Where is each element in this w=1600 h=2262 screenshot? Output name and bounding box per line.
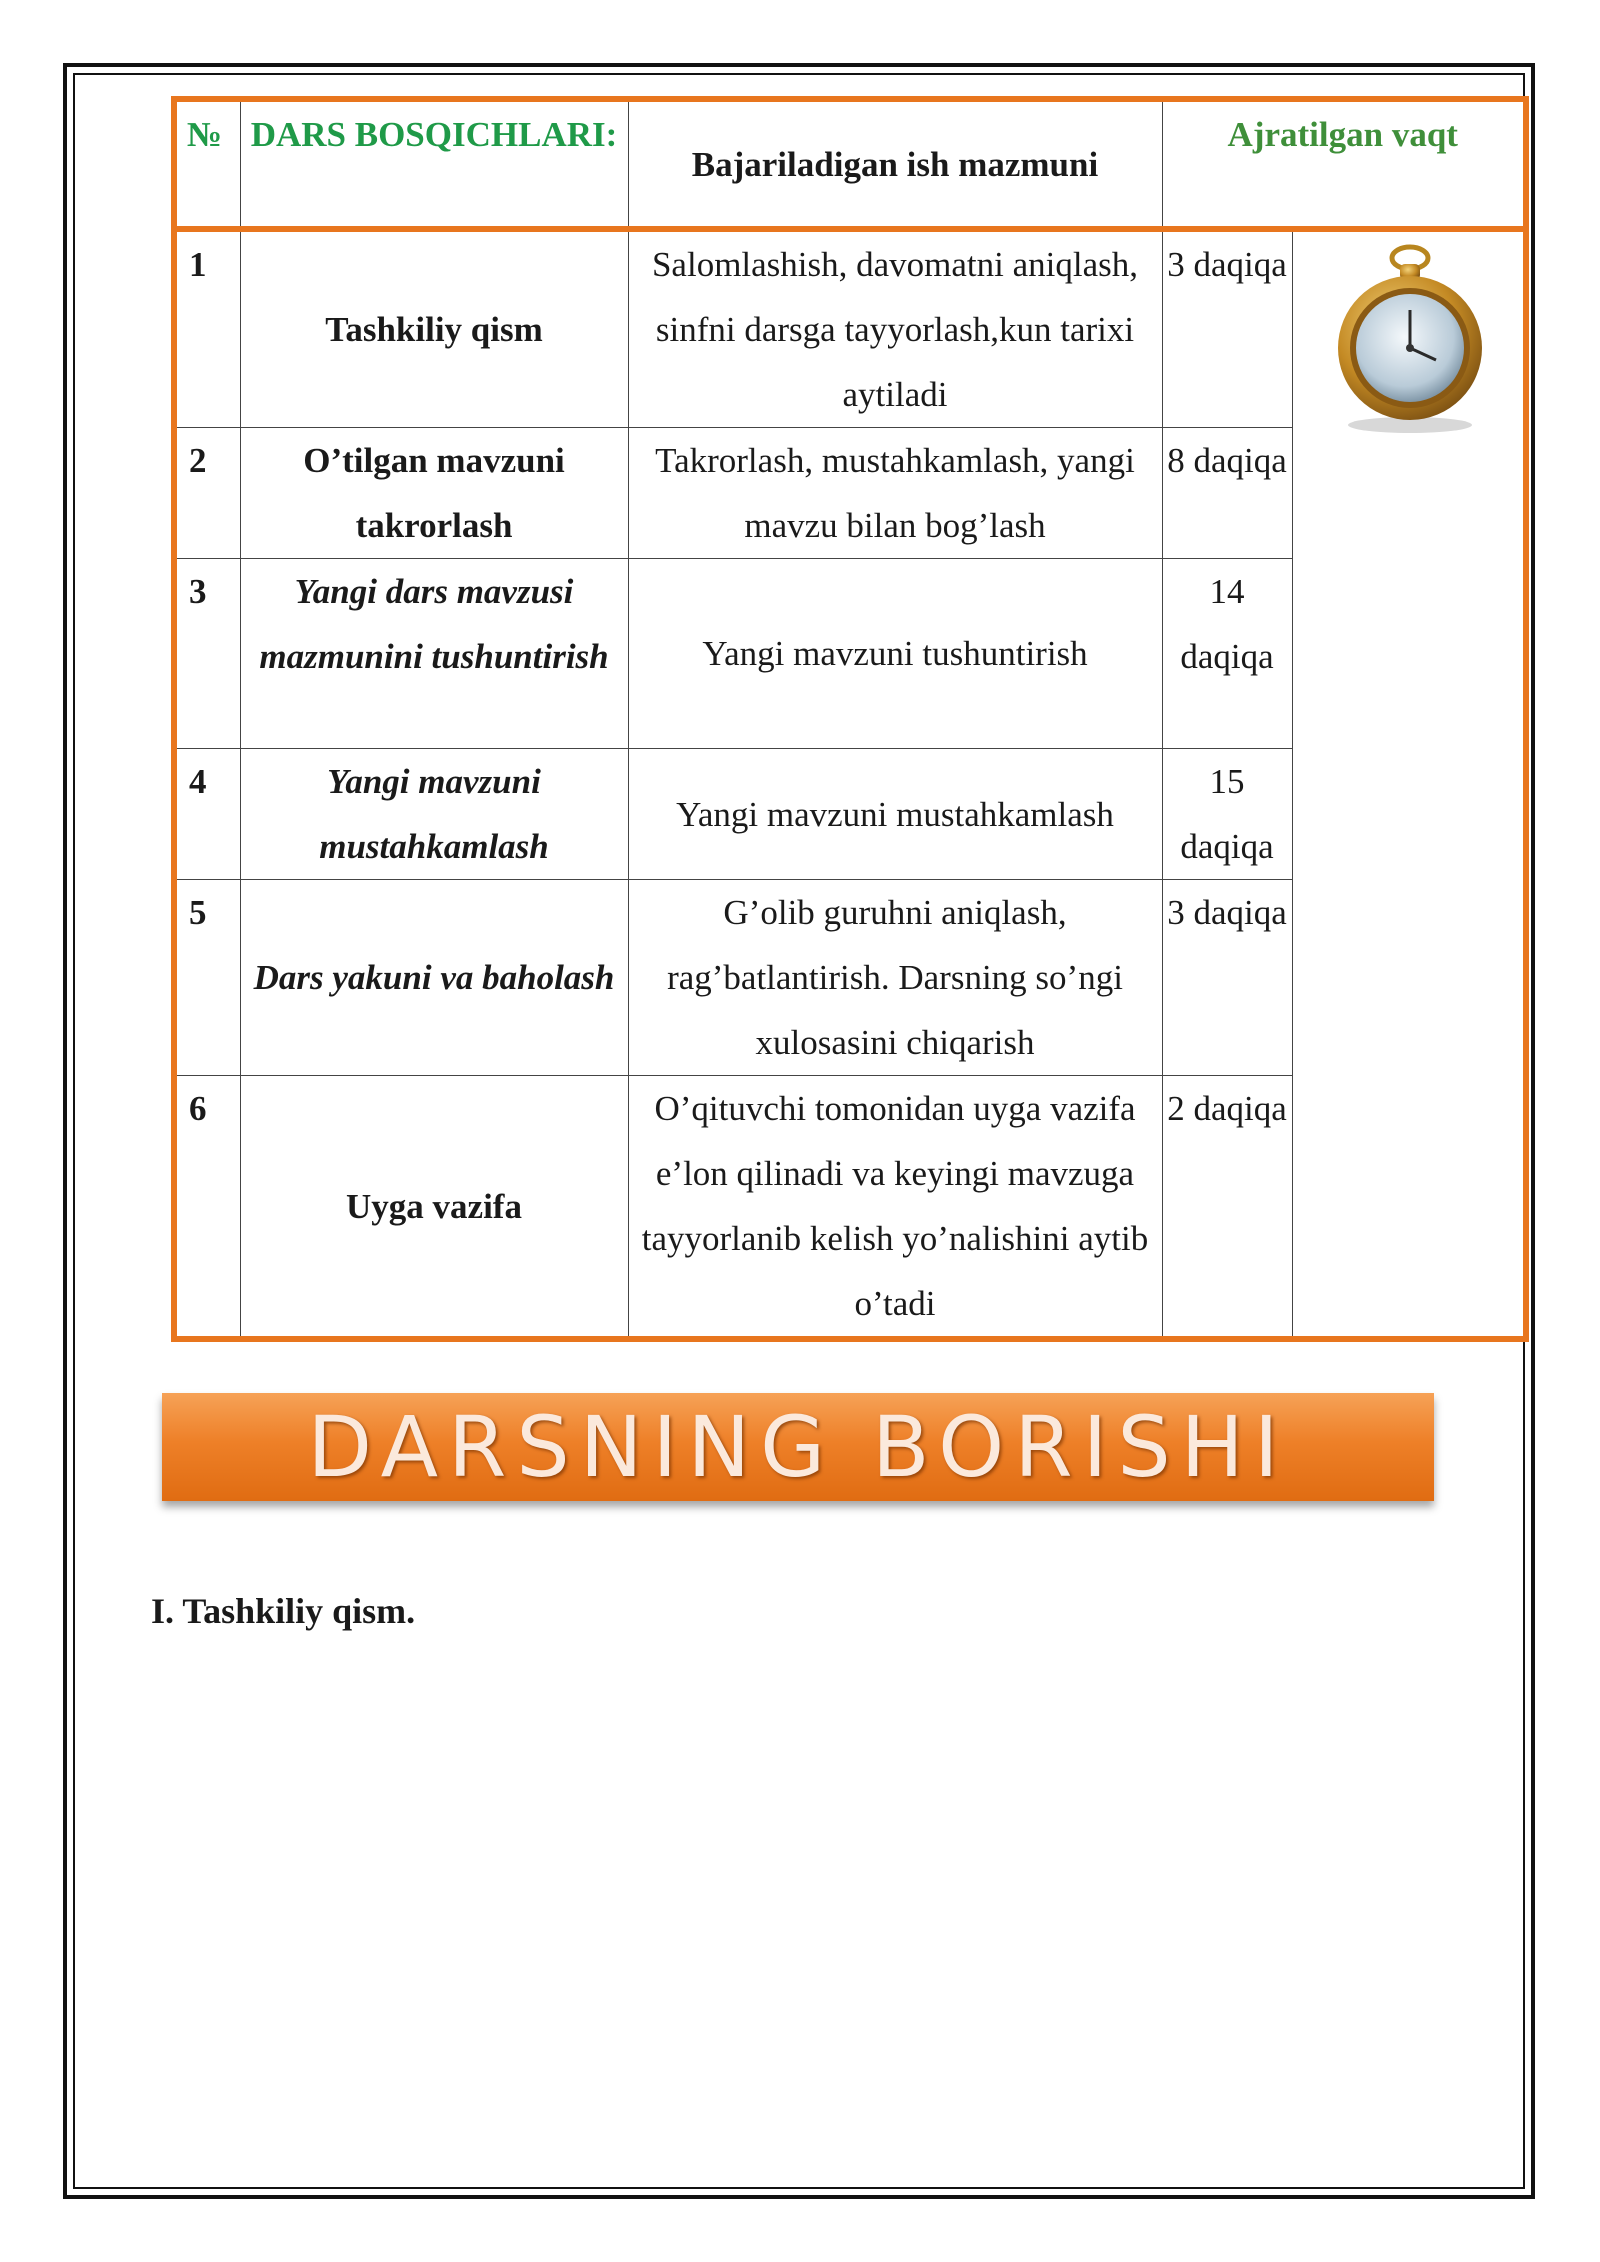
row-content: Salomlashish, davomatni aniqlash, sinfni darsga tayyorlash,kun tarixi aytiladi (628, 229, 1162, 428)
row-time: 3 daqiqa (1162, 229, 1292, 428)
row-content: Takrorlash, mustahkamlash, yangi mavzu bilan bog’lash (628, 428, 1162, 559)
header-stages: DARS BOSQICHLARI: (240, 99, 628, 229)
row-stage: Yangi mavzuni mustahkamlash (240, 749, 628, 880)
header-content: Bajariladigan ish mazmuni (628, 99, 1162, 229)
row-content: Yangi mavzuni mustahkamlash (628, 749, 1162, 880)
lesson-plan-table (171, 96, 1529, 1342)
header-number: № (174, 99, 240, 229)
row-number: 1 (174, 229, 240, 428)
row-stage: Uyga vazifa (240, 1076, 628, 1340)
row-content: O’qituvchi tomonidan uyga vazifa e’lon qilinadi va keyingi mavzuga tayyorlanib kelish yo’nalishini aytib o’tadi (628, 1076, 1162, 1340)
table-header-row (174, 99, 1526, 229)
row-stage: O’tilgan mavzuni takrorlash (240, 428, 628, 559)
pocket-watch-icon (1318, 240, 1498, 440)
section-heading: I. Tashkiliy qism. (151, 1591, 416, 1631)
table-row (174, 229, 1526, 428)
row-content: G’olib guruhni aniqlash, rag’batlantirish. Darsning so’ngi xulosasini chiqarish (628, 880, 1162, 1076)
row-content: Yangi mavzuni tushuntirish (628, 559, 1162, 749)
row-stage: Tashkiliy qism (240, 229, 628, 428)
row-stage: Dars yakuni va baholash (240, 880, 628, 1076)
row-stage: Yangi dars mavzusi mazmunini tushuntirish (240, 559, 628, 749)
row-number: 2 (174, 428, 240, 559)
row-number: 6 (174, 1076, 240, 1340)
row-time: 3 daqiqa (1162, 880, 1292, 1076)
row-time: 14 daqiqa (1162, 559, 1292, 749)
row-time: 8 daqiqa (1162, 428, 1292, 559)
row-time: 2 daqiqa (1162, 1076, 1292, 1340)
row-number: 4 (174, 749, 240, 880)
header-time: Ajratilgan vaqt (1162, 99, 1526, 229)
image-cell (1292, 229, 1526, 1339)
row-number: 5 (174, 880, 240, 1076)
banner-text: DARSNING BORISHI (307, 1398, 1289, 1496)
lesson-progress-banner (162, 1393, 1434, 1501)
row-time: 15 daqiqa (1162, 749, 1292, 880)
row-number: 3 (174, 559, 240, 749)
